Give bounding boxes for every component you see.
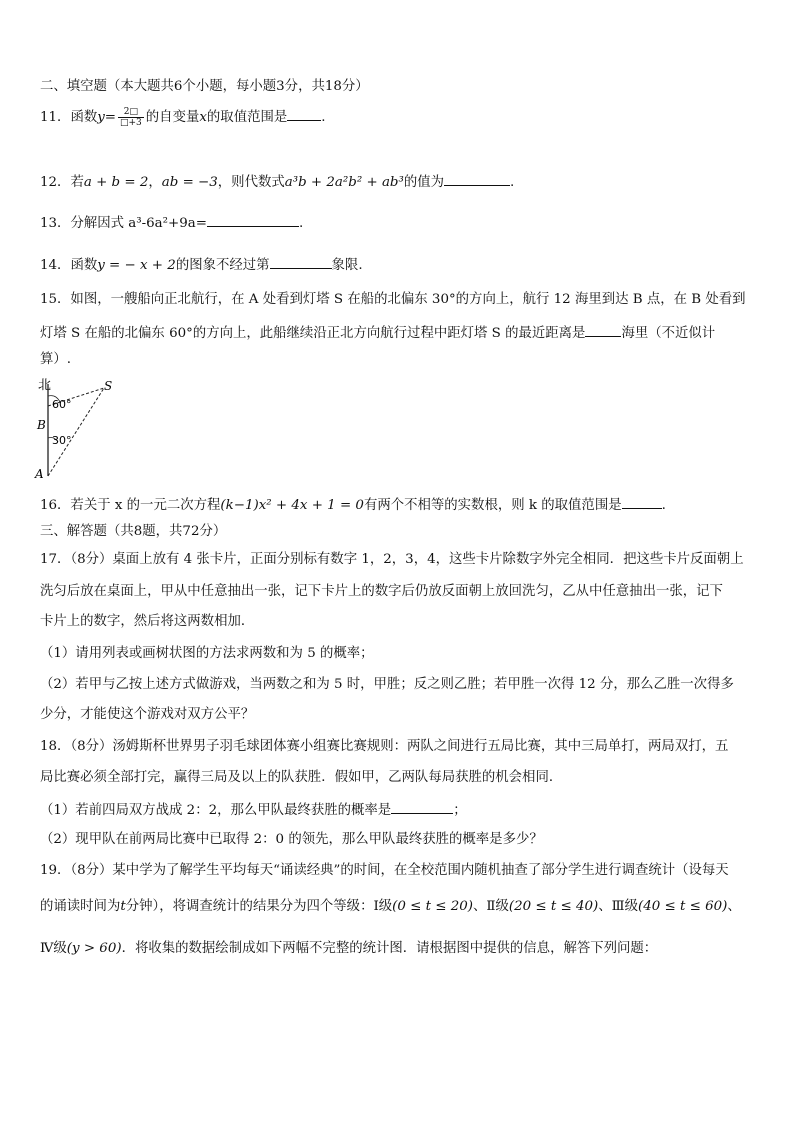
label-b: B (37, 418, 46, 432)
answer-blank (270, 254, 332, 269)
question-18-line-2: 局比赛必须全部打完，赢得三局及以上的队获胜．假如甲，乙两队每局获胜的机会相同． (40, 770, 563, 785)
question-15-line-3: 算）. (40, 352, 72, 367)
question-15-line-2: 灯塔 S 在船的北偏东 60°的方向上，此船继续沿正北方向航行过程中距灯塔 S 的最近距离是 海里（不近似计 (40, 322, 754, 344)
answer-blank (585, 322, 621, 337)
section-2-title: 二、填空题（本大题共6个小题，每小题3分，共18分） (40, 79, 369, 94)
answer-blank (207, 212, 299, 227)
question-19-line-3: Ⅳ级(y > 60)．将收集的数据绘制成如下两幅不完整的统计图．请根据图中提供的信息，解答下列问题： (40, 941, 658, 956)
question-17-line-2: 洗匀后放在桌面上，甲从中任意抽出一张，记下卡片上的数字后仍放反面朝上放回洗匀，乙从中任意抽出一张，记下 (40, 584, 723, 599)
answer-blank (622, 494, 662, 509)
question-18-sub-2: （2）现甲队在前两局比赛中已取得 2：0 的领先，那么甲队最终获胜的概率是多少？ (40, 832, 543, 847)
angle-60-label: 60° (52, 398, 72, 411)
navigation-diagram (34, 376, 114, 480)
question-14: 14．函数y = − x + 2的图象不经过第 象限. (40, 254, 754, 276)
question-17-line-3: 卡片上的数字，然后将这两数相加． (40, 614, 255, 629)
question-12: 12．若a + b = 2，ab = −3，则代数式a³b + 2a²b² + ab³的值为 . (40, 171, 754, 193)
label-a: A (35, 467, 44, 480)
question-17-sub-2b: 少分，才能使这个游戏对双方公平？ (40, 707, 255, 722)
question-19-line-1: 19．（8分）某中学为了解学生平均每天“诵读经典”的时间，在全校范围内随机抽查了部分学生进行调查统计（设每天 (40, 863, 729, 878)
answer-blank (444, 171, 510, 186)
fraction: $\frac{2□}{□+3}$ (120, 107, 142, 128)
question-16: 16．若关于 x 的一元二次方程(k−1)x² + 4x + 1 = 0有两个不相等的实数根，则 k 的取值范围是 . (40, 494, 754, 516)
question-17-line-1: 17．（8分）桌面上放有 4 张卡片，正面分别标有数字 1，2，3，4，这些卡片除数字外完全相同．把这些卡片反面朝上 (40, 552, 744, 567)
question-19-line-2: 的诵读时间为t分钟），将调查统计的结果分为四个等级：Ⅰ级(0 ≤ t ≤ 20)、Ⅱ级(20 ≤ t ≤ 40)、Ⅲ级(40 ≤ t ≤ 60)、 (40, 899, 741, 914)
north-label: 北 (38, 378, 52, 393)
question-11: 11．函数y= $\frac{2□}{□+3}$ 的自变量x的取值范围是 . (40, 107, 326, 128)
question-17-sub-2a: （2）若甲与乙按上述方式做游戏，当两数之和为 5 时，甲胜；反之则乙胜；若甲胜一次得 12 分，那么乙胜一次得多 (40, 677, 734, 692)
section-3-title: 三、解答题（共8题，共72分） (40, 524, 227, 539)
question-17-sub-1: （1）请用列表或画树状图的方法求两数和为 5 的概率； (40, 646, 374, 661)
answer-blank (287, 106, 321, 121)
question-18-sub-1: （1）若前四局双方战成 2：2，那么甲队最终获胜的概率是 ； (40, 799, 754, 821)
angle-30-label: 30° (52, 434, 72, 447)
answer-blank (391, 799, 453, 814)
question-15-line-1: 15．如图，一艘船向正北航行，在 A 处看到灯塔 S 在船的北偏东 30°的方向上，航行 12 海里到达 B 点，在 B 处看到 (40, 292, 746, 307)
label-s: S (104, 379, 113, 393)
question-18-line-1: 18．（8分）汤姆斯杯世界男子羽毛球团体赛小组赛比赛规则：两队之间进行五局比赛，其中三局单打，两局双打，五 (40, 739, 729, 754)
question-13: 13．分解因式 a³-6a²+9a= . (40, 212, 754, 234)
